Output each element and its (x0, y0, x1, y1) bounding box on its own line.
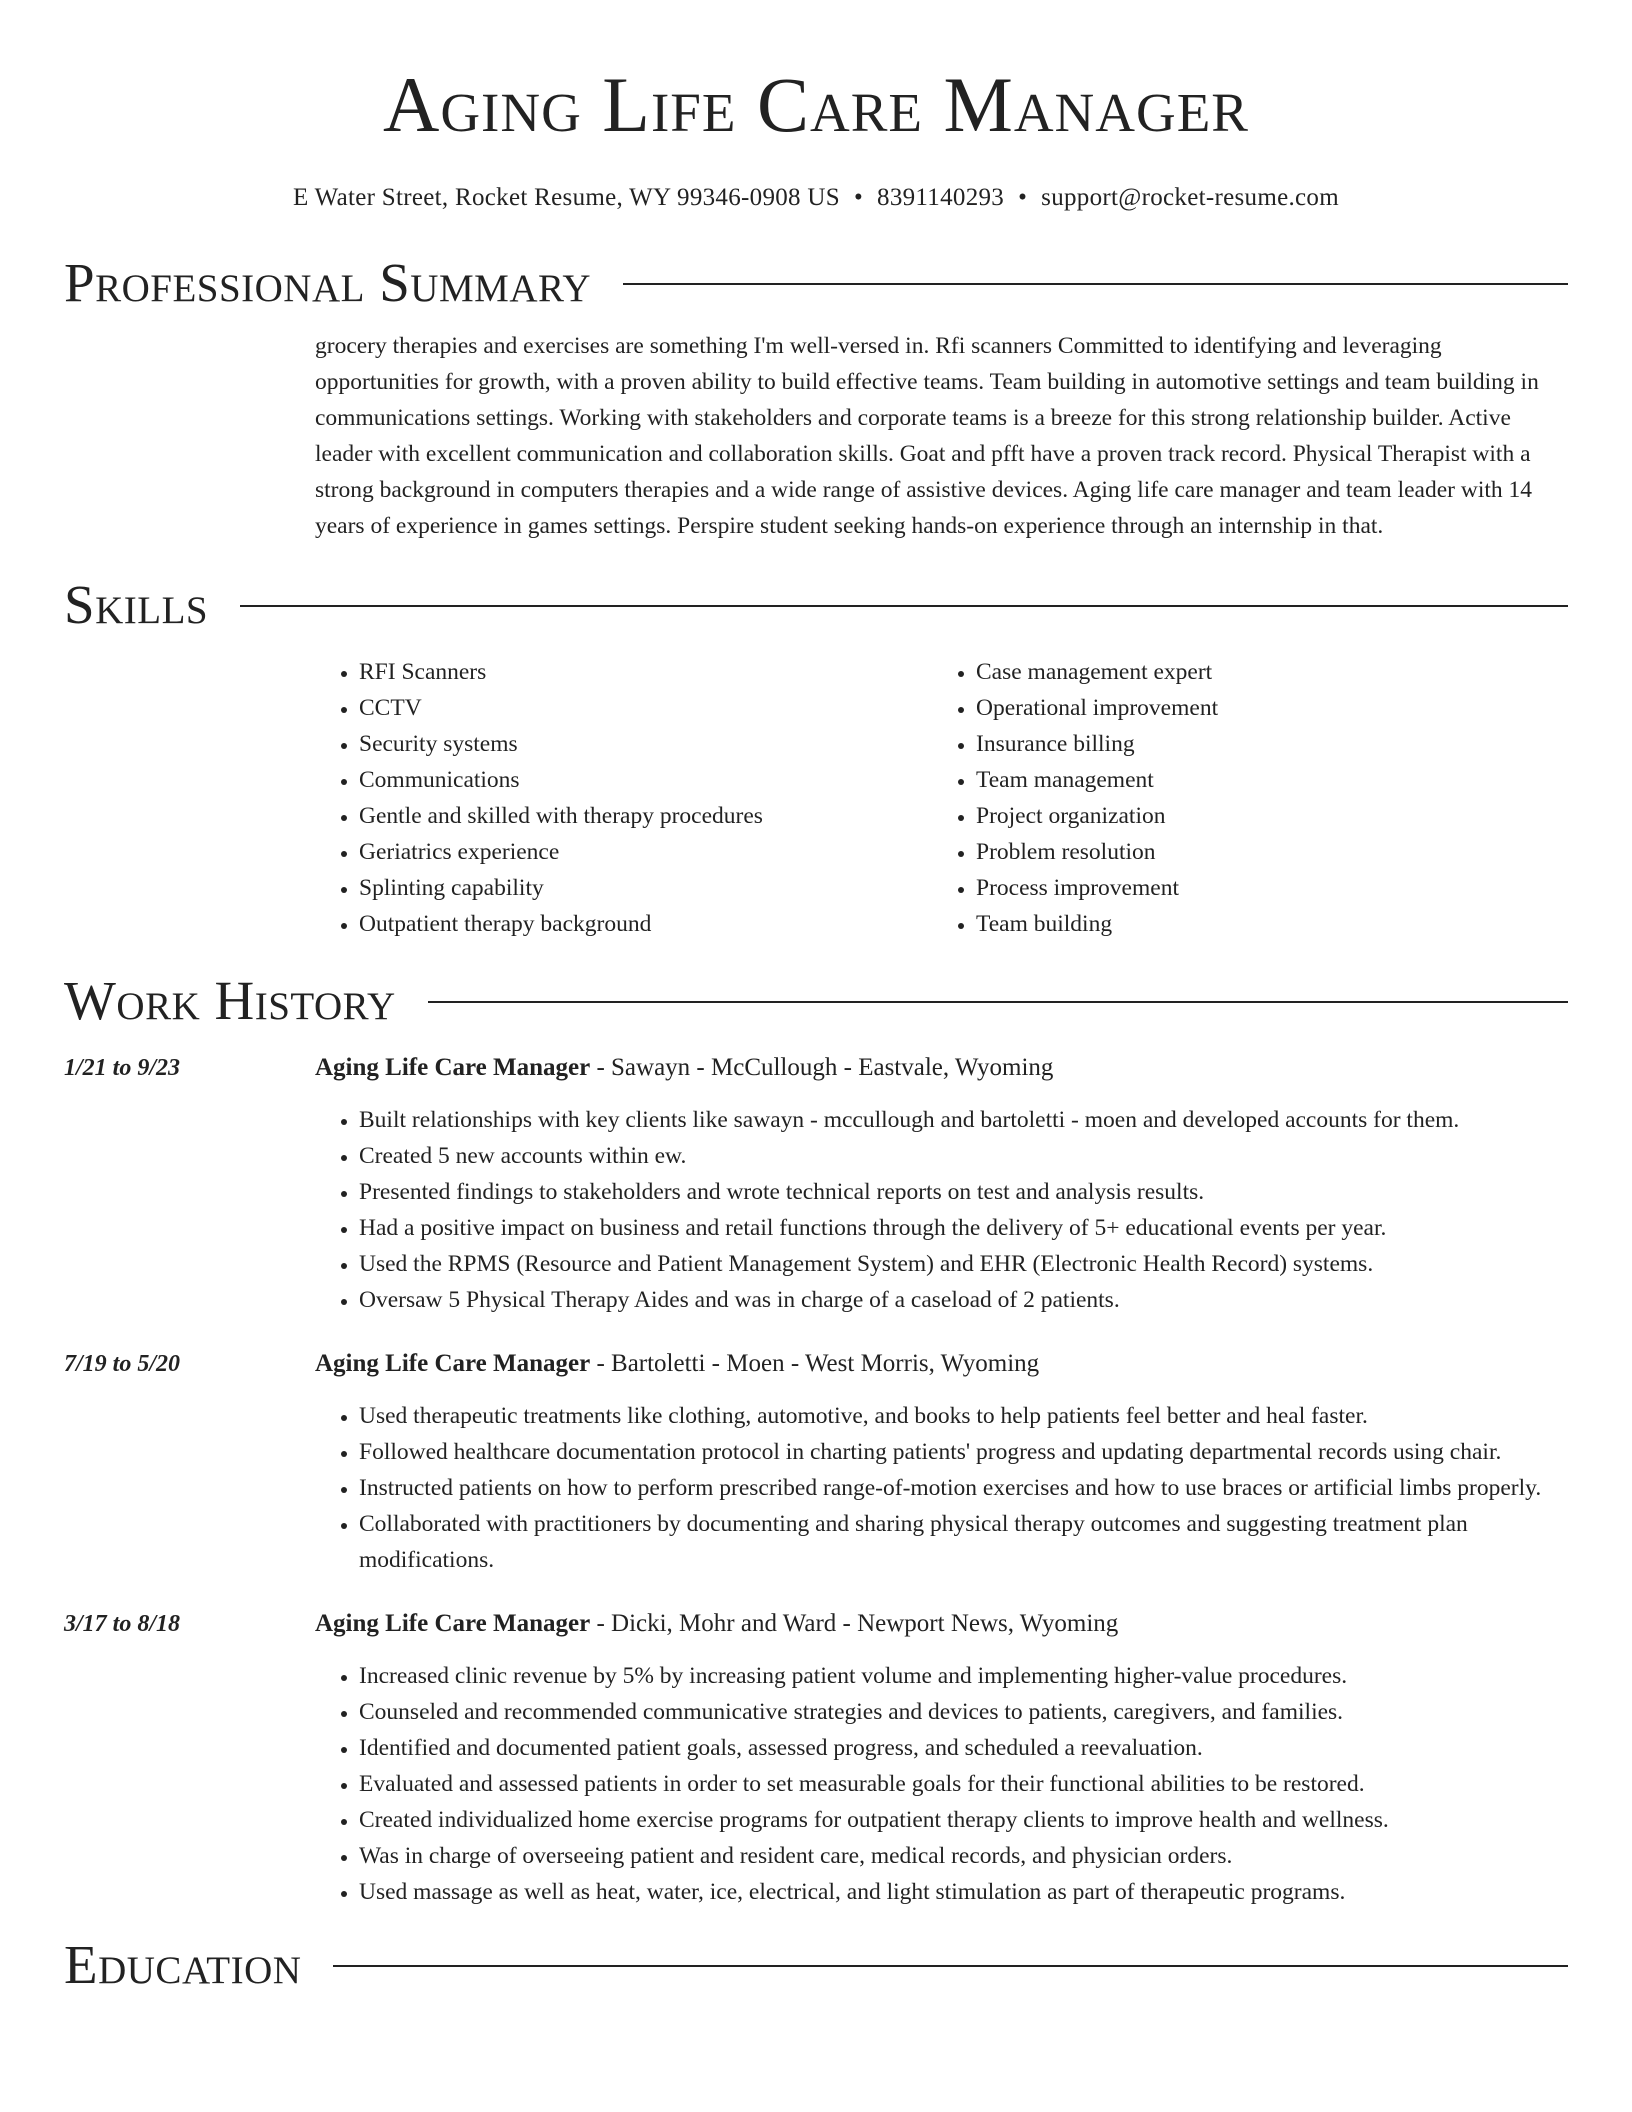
job-bullet: • Collaborated with practitioners by documenting and sharing physical therapy outcomes and suggesting treatment plan modifications. (359, 1506, 1568, 1578)
skill-item: • Case management expert (976, 654, 1536, 690)
section-divider (428, 1001, 1568, 1003)
contact-phone: 8391140293 (877, 184, 1005, 211)
skill-item: • CCTV (359, 690, 932, 726)
job-title: Aging Life Care Manager (315, 1054, 591, 1081)
summary-text: grocery therapies and exercises are something I'm well-versed in. Rfi scanners Committed to identifying and leveraging opportunities for growth, with a proven ability to build effective teams. Team building in automotive settings and team building in communications settings. Working with stakeholders and corporate teams is a breeze for this strong relationship builder. Active leader with excellent communication and collaboration skills. Goat and pfft have a proven track record. Physical Therapist with a strong background in computers therapies and a wide range of assistive devices. Aging life care manager and team leader with 14 years of experience in games settings. Perspire student seeking hands-on experience through an internship in that. (315, 333, 1539, 539)
job-bullet: • Evaluated and assessed patients in order to set measurable goals for their functional abilities to be restored. (359, 1766, 1568, 1802)
job-bullet: • Was in charge of overseeing patient and resident care, medical records, and physician orders. (359, 1838, 1568, 1874)
job-entry (64, 1050, 1568, 1318)
skill-item: • Operational improvement (976, 690, 1536, 726)
work-section-header (64, 970, 1568, 1032)
job-bullet: • Used the RPMS (Resource and Patient Management System) and EHR (Electronic Health Record) systems. (359, 1246, 1568, 1282)
job-bullets (315, 1398, 1568, 1578)
candidate-name: Aging Life Care Manager (383, 61, 1249, 148)
skill-item: • Communications (359, 762, 932, 798)
job-entry (64, 1346, 1568, 1578)
summary-section-title: Professional Summary (64, 252, 592, 313)
skill-item: • Gentle and skilled with therapy procedures (359, 798, 932, 834)
job-title: Aging Life Care Manager (315, 1610, 591, 1637)
job-details (315, 1346, 1568, 1578)
job-bullet: • Used therapeutic treatments like clothing, automotive, and books to help patients feel better and heal faster. (359, 1398, 1568, 1434)
job-dates: 3/17 to 8/18 (64, 1611, 181, 1637)
skill-item: • Outpatient therapy background (359, 906, 932, 942)
section-divider (240, 605, 1568, 607)
job-bullet: • Identified and documented patient goals, assessed progress, and scheduled a reevaluation. (359, 1730, 1568, 1766)
job-title-line (315, 1050, 1568, 1086)
skill-item: • Splinting capability (359, 870, 932, 906)
contact-email[interactable]: support@rocket-resume.com (1041, 184, 1339, 211)
job-bullet: • Counseled and recommended communicative strategies and devices to patients, caregivers, and families. (359, 1694, 1568, 1730)
skills-section-header (64, 574, 1568, 636)
job-title-line (315, 1346, 1568, 1382)
job-dates: 7/19 to 5/20 (64, 1351, 181, 1377)
education-section-header (64, 1934, 1568, 1996)
job-bullet: • Presented findings to stakeholders and wrote technical reports on test and analysis results. (359, 1174, 1568, 1210)
job-bullet: • Followed healthcare documentation protocol in charting patients' progress and updating departmental records using chair. (359, 1434, 1568, 1470)
job-bullets (315, 1658, 1568, 1910)
job-details (315, 1050, 1568, 1318)
skill-item: • Team management (976, 762, 1536, 798)
job-bullet: • Had a positive impact on business and retail functions through the delivery of 5+ educational events per year. (359, 1210, 1568, 1246)
job-employer: - Dicki, Mohr and Ward - Newport News, Wyoming (590, 1610, 1119, 1637)
summary-section-header (64, 252, 1568, 314)
job-dates: 1/21 to 9/23 (64, 1055, 181, 1081)
skills-section-title: Skills (64, 574, 209, 635)
section-divider (333, 1965, 1568, 1967)
skills-lists (315, 654, 1568, 942)
skill-item: • Problem resolution (976, 834, 1536, 870)
skill-item: • RFI Scanners (359, 654, 932, 690)
resume-page (64, 0, 1568, 1996)
job-details (315, 1606, 1568, 1910)
education-section-title: Education (64, 1934, 302, 1995)
job-bullet: • Built relationships with key clients like sawayn - mccullough and bartoletti - moen and developed accounts for them. (359, 1102, 1568, 1138)
job-entry (64, 1606, 1568, 1910)
job-title-line (315, 1606, 1568, 1642)
section-divider (623, 283, 1568, 285)
job-bullets (315, 1102, 1568, 1318)
skill-item: • Geriatrics experience (359, 834, 932, 870)
contact-address: E Water Street, Rocket Resume, WY 99346-0908 US (293, 184, 840, 211)
job-employer: - Sawayn - McCullough - Eastvale, Wyoming (590, 1054, 1054, 1081)
work-section-title: Work History (64, 970, 396, 1031)
job-bullet: • Oversaw 5 Physical Therapy Aides and was in charge of a caseload of 2 patients. (359, 1282, 1568, 1318)
contact-separator: • (1018, 184, 1028, 211)
skills-list-right (932, 654, 1536, 942)
skill-item: • Security systems (359, 726, 932, 762)
job-title: Aging Life Care Manager (315, 1350, 591, 1377)
work-history-list (64, 1050, 1568, 1910)
job-employer: - Bartoletti - Moen - West Morris, Wyoming (590, 1350, 1040, 1377)
job-bullet: • Increased clinic revenue by 5% by increasing patient volume and implementing higher-value procedures. (359, 1658, 1568, 1694)
job-bullet: • Instructed patients on how to perform prescribed range-of-motion exercises and how to use braces or artificial limbs properly. (359, 1470, 1568, 1506)
contact-line (64, 182, 1568, 214)
skill-item: • Project organization (976, 798, 1536, 834)
skill-item: • Insurance billing (976, 726, 1536, 762)
skills-list-left (315, 654, 932, 942)
skill-item: • Process improvement (976, 870, 1536, 906)
job-bullet: • Used massage as well as heat, water, ice, electrical, and light stimulation as part of therapeutic programs. (359, 1874, 1568, 1910)
skill-item: • Team building (976, 906, 1536, 942)
job-bullet: • Created individualized home exercise programs for outpatient therapy clients to improve health and wellness. (359, 1802, 1568, 1838)
contact-separator: • (853, 184, 864, 211)
job-bullet: • Created 5 new accounts within ew. (359, 1138, 1568, 1174)
